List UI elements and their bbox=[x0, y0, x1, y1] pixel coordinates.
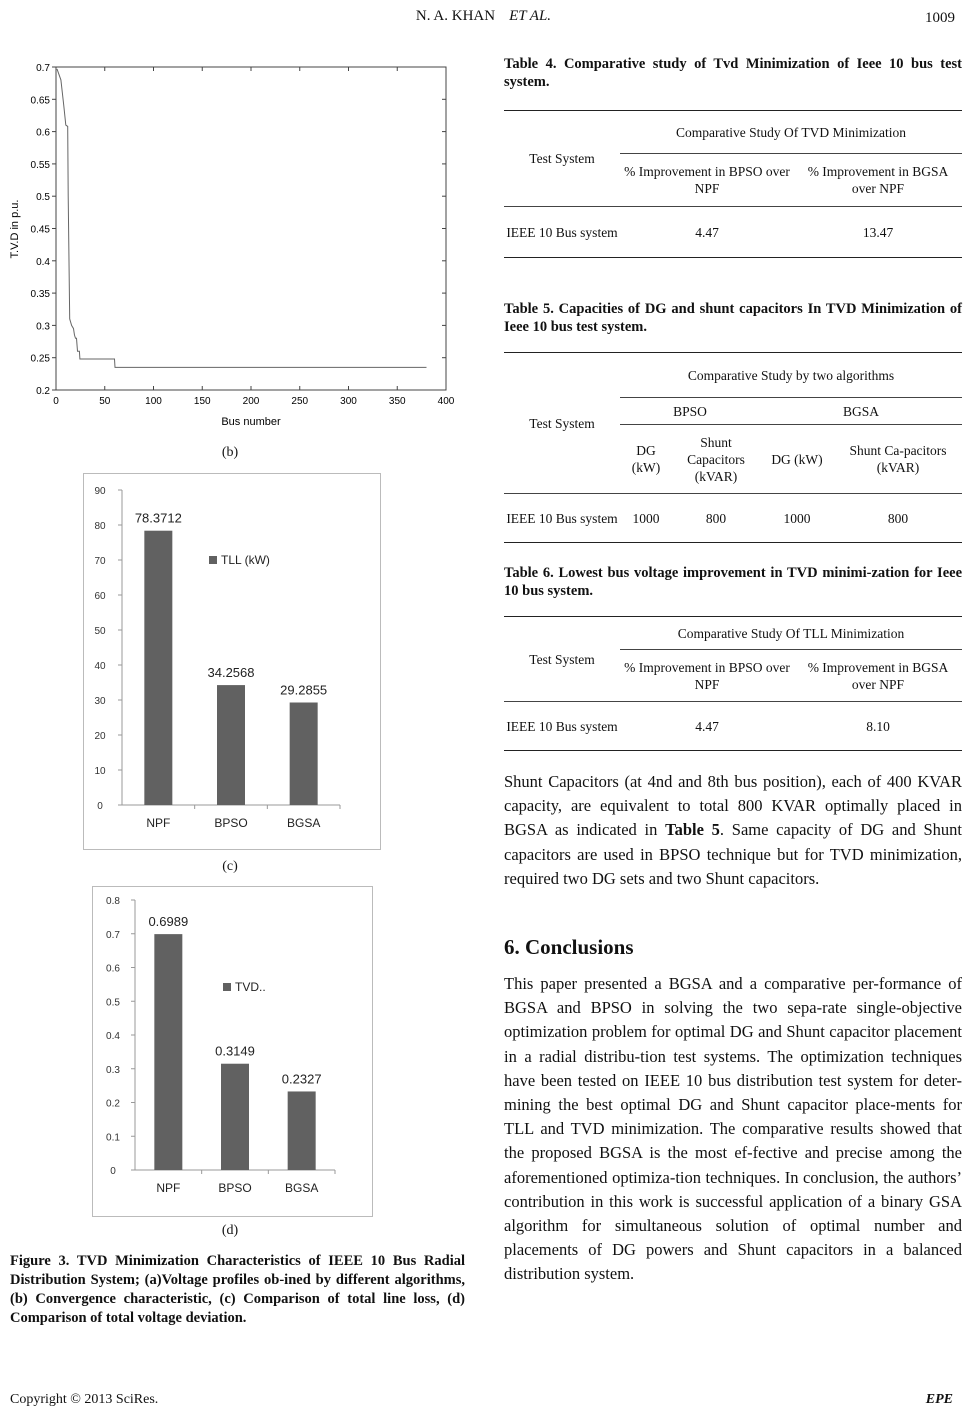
bar-value-label: 78.3712 bbox=[134, 510, 182, 526]
y-tick-label: 80 bbox=[94, 521, 106, 532]
bar-bpso bbox=[221, 1064, 249, 1170]
category-label: BPSO bbox=[218, 1181, 252, 1195]
y-tick-label: 0.2 bbox=[106, 1098, 120, 1110]
figure-label-c: (c) bbox=[222, 859, 238, 874]
paragraph1-part-b: . Same capacity of DG and Shunt capacitors are used in BPSO technique but for TVD minimization, required two DG sets and two Shunt capacitors. bbox=[504, 820, 963, 888]
paragraph-shunt-capacitors bbox=[504, 770, 962, 891]
y-axis-label: T.V.D in p.u. bbox=[9, 199, 21, 259]
table5-head-group: Comparative Study by two algorithms bbox=[620, 353, 962, 398]
x-tick-label: 250 bbox=[291, 396, 309, 407]
table5-alg2: BGSA bbox=[760, 398, 962, 425]
bar-value-label: 0.6989 bbox=[148, 914, 189, 930]
page-number: 1009 bbox=[925, 10, 955, 26]
paragraph1-part-a: Shunt Capacitors (at 4nd and 8th bus position), each of 400 KVAR capacity, are equivalent to total 800 KVAR optimally placed in BGSA as indicated in bbox=[504, 772, 962, 840]
y-tick-label: 0.7 bbox=[106, 929, 120, 941]
table6-head-test: Test System bbox=[504, 617, 620, 702]
x-tick-label: 400 bbox=[437, 396, 455, 407]
y-tick-label: 0.4 bbox=[36, 256, 50, 268]
header-authors: N. A. KHAN bbox=[415, 8, 496, 24]
tvd-bar-chart bbox=[93, 887, 372, 1216]
y-tick-label: 70 bbox=[94, 556, 106, 567]
x-tick-label: 350 bbox=[388, 396, 406, 407]
bar-npf bbox=[144, 531, 172, 805]
y-tick-label: 0.55 bbox=[30, 159, 50, 171]
y-tick-label: 0.6 bbox=[36, 127, 50, 139]
y-tick-label: 40 bbox=[94, 661, 106, 672]
convergence-chart bbox=[4, 55, 464, 435]
table6-v1: 4.47 bbox=[620, 702, 794, 751]
table6-title: Table 6. Lowest bus voltage improvement in TVD minimi-zation for Ieee 10 bus system. bbox=[504, 565, 962, 599]
x-axis-label: Bus number bbox=[221, 416, 281, 428]
y-tick-label: 30 bbox=[94, 696, 106, 707]
figure-caption: Figure 3. TVD Minimization Characteristics of IEEE 10 Bus Radial Distribution System; (a)Voltage profiles ob-ined by different algorithms, (b) Convergence characteristic, (c) Comparison of total line loss, (d) Comparison of total voltage deviation. bbox=[10, 1253, 465, 1326]
bar-value-label: 0.2327 bbox=[281, 1071, 322, 1087]
category-label: BPSO bbox=[214, 816, 248, 830]
legend-swatch bbox=[209, 556, 217, 564]
tll-bar-chart bbox=[84, 474, 380, 849]
legend-swatch bbox=[223, 983, 231, 991]
y-tick-label: 0.8 bbox=[106, 896, 120, 907]
y-tick-label: 0.65 bbox=[30, 95, 50, 107]
y-tick-label: 0.3 bbox=[36, 321, 50, 333]
y-tick-label: 10 bbox=[94, 766, 106, 777]
table4-col2: % Improvement in BGSA over NPF bbox=[807, 164, 949, 196]
category-label: BGSA bbox=[284, 1181, 319, 1195]
footer-journal: EPE bbox=[925, 1392, 953, 1407]
table5-row-label: IEEE 10 Bus system bbox=[504, 494, 620, 543]
table6-v2: 8.10 bbox=[794, 702, 962, 751]
table5-head-test: Test System bbox=[504, 353, 620, 494]
y-tick-label: 0.45 bbox=[30, 224, 50, 236]
x-tick-label: 50 bbox=[99, 396, 111, 407]
table4-title: Table 4. Comparative study of Tvd Minimization of Ieee 10 bus test system. bbox=[504, 56, 962, 90]
table4-head-group: Comparative Study Of TVD Minimization bbox=[620, 111, 962, 154]
table4-row-label: IEEE 10 Bus system bbox=[504, 207, 620, 258]
figure-label-d: (d) bbox=[221, 1223, 239, 1238]
y-tick-label: 0.35 bbox=[30, 289, 50, 301]
category-label: BGSA bbox=[286, 816, 321, 830]
y-tick-label: 90 bbox=[94, 486, 106, 497]
table4-v1: 4.47 bbox=[620, 207, 794, 258]
table5-alg1: BPSO bbox=[620, 398, 760, 425]
bar-value-label: 34.2568 bbox=[207, 665, 255, 681]
y-tick-label: 0.5 bbox=[106, 997, 120, 1009]
bar-value-label: 29.2855 bbox=[280, 682, 328, 698]
conclusion-paragraph: This paper presented a BGSA and a comparative per-formance of BGSA and BPSO in solving the two sepa-rate single-objective optimization problem for optimal DG and Shunt capacitor placement in a radial distribu-tion test systems. The optimization techniques have been tested on IEEE 10 bus distribution test system for deter-mining the best optimal DG and Shunt capacitor place-ments for TLL and TVD minimization. The comparative results showed that the proposed BGSA is the most ef-fective and precise among the aforementioned optimiza-tion techniques. In conclusion, the authors’ contribution in this work is successful application of a binary GSA algorithm for simultaneous solution of optimal number and placements of DG powers and Shunt capacitors in a balanced distribution system. bbox=[504, 974, 962, 1284]
tvd-convergence-series bbox=[57, 69, 427, 368]
table5 bbox=[504, 352, 962, 543]
y-tick-label: 0.3 bbox=[106, 1064, 120, 1076]
y-tick-label: 0.6 bbox=[106, 963, 120, 975]
category-label: NPF bbox=[146, 816, 171, 830]
x-tick-label: 200 bbox=[242, 396, 260, 407]
y-tick-label: 0.5 bbox=[36, 192, 50, 204]
table4-col1: % Improvement in BPSO over NPF bbox=[624, 164, 790, 196]
table5-v2: 800 bbox=[672, 494, 760, 543]
category-label: NPF bbox=[156, 1181, 181, 1195]
y-tick-label: 0 bbox=[97, 801, 103, 812]
table4 bbox=[504, 110, 962, 258]
y-tick-label: 60 bbox=[94, 591, 106, 602]
bar-bgsa bbox=[290, 703, 318, 805]
table5-c3: DG (kW) bbox=[771, 451, 823, 467]
header-etal: ET AL. bbox=[509, 8, 552, 24]
table5-c4: Shunt Ca-pacitors (kVAR) bbox=[849, 443, 947, 475]
table5-v1: 1000 bbox=[620, 494, 672, 543]
table6-col1: % Improvement in BPSO over NPF bbox=[624, 659, 790, 692]
legend-label: TVD.. bbox=[235, 980, 266, 994]
figure-label-b: (b) bbox=[221, 445, 239, 460]
table4-head-test: Test System bbox=[504, 111, 620, 207]
x-tick-label: 0 bbox=[53, 396, 59, 407]
bar-bpso bbox=[217, 685, 245, 805]
table6-col2: % Improvement in BGSA over NPF bbox=[807, 659, 949, 692]
table5-v3: 1000 bbox=[760, 494, 834, 543]
bar-value-label: 0.3149 bbox=[215, 1043, 255, 1059]
y-tick-label: 50 bbox=[94, 626, 106, 637]
plot-frame bbox=[56, 67, 446, 390]
y-tick-label: 20 bbox=[94, 731, 106, 742]
x-tick-label: 150 bbox=[193, 396, 211, 407]
table5-reference-link[interactable]: Table 5 bbox=[665, 820, 720, 840]
tll-chart-frame bbox=[83, 473, 381, 850]
table6-head-group: Comparative Study Of TLL Minimization bbox=[620, 617, 962, 650]
bar-npf bbox=[154, 934, 182, 1170]
table5-v4: 800 bbox=[834, 494, 962, 543]
table4-v2: 13.47 bbox=[794, 207, 962, 258]
x-tick-label: 100 bbox=[145, 396, 162, 407]
section-heading-conclusions: 6. Conclusions bbox=[504, 935, 634, 959]
y-tick-label: 0.1 bbox=[106, 1132, 120, 1144]
y-tick-label: 0.25 bbox=[30, 353, 50, 365]
y-tick-label: 0.2 bbox=[36, 386, 50, 397]
footer-copyright: Copyright © 2013 SciRes. bbox=[10, 1392, 159, 1407]
table6-row-label: IEEE 10 Bus system bbox=[504, 702, 620, 751]
x-tick-label: 300 bbox=[340, 396, 357, 407]
tvd-chart-frame bbox=[92, 886, 373, 1217]
table6 bbox=[504, 616, 962, 751]
y-tick-label: 0.4 bbox=[106, 1031, 120, 1042]
y-tick-label: 0 bbox=[110, 1166, 116, 1177]
table5-c1: DG (kW) bbox=[631, 443, 661, 475]
running-header bbox=[0, 8, 967, 25]
bar-bgsa bbox=[288, 1091, 316, 1170]
legend-label: TLL (kW) bbox=[221, 553, 270, 567]
y-tick-label: 0.7 bbox=[36, 63, 50, 74]
table5-c2: Shunt Capacitors (kVAR) bbox=[687, 434, 745, 484]
table5-title: Table 5. Capacities of DG and shunt capacitors In TVD Minimization of Ieee 10 bus test system. bbox=[504, 301, 962, 335]
